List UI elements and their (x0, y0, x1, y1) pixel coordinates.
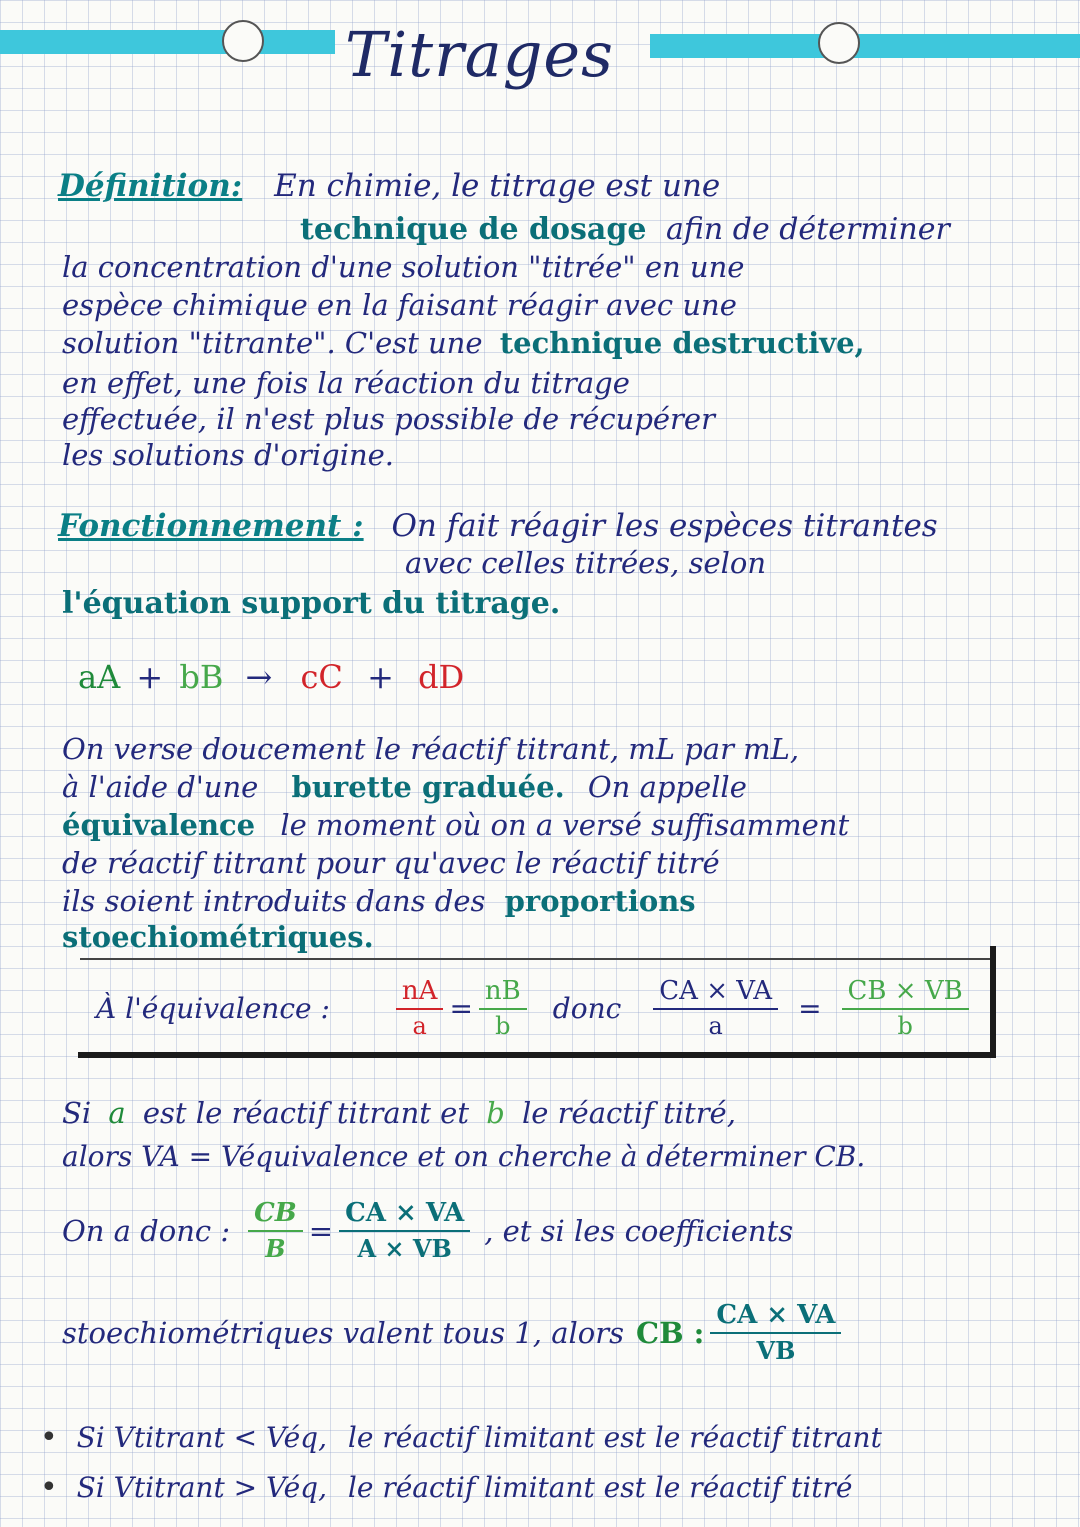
fraction-cb-formula-num: CA × VA (339, 1198, 470, 1232)
fraction-cb-vb-den: b (897, 1012, 913, 1040)
definition-line-6: en effet, une fois la réaction du titrage (62, 366, 630, 400)
fraction-ca-va-num: CA × VA (653, 976, 778, 1010)
si-text-1a: Si (62, 1096, 92, 1130)
equivalence-line-2 (62, 770, 747, 804)
box-border-right (990, 946, 996, 1058)
equation-term-a: aA (78, 658, 121, 696)
equivalence-line-3 (62, 808, 849, 842)
box-equals-2: = (798, 991, 822, 1025)
definition-line-1 (58, 168, 720, 204)
fonctionnement-text-1: On fait réagir les espèces titrantes (391, 508, 938, 544)
si-var-b: b (486, 1096, 505, 1130)
bullet-dot-icon: • (40, 1420, 58, 1455)
equation-term-d: dD (418, 658, 465, 696)
fraction-cb-formula (339, 1198, 470, 1263)
equation-plus-1: + (136, 658, 164, 696)
definition-heading: Définition: (58, 168, 243, 204)
equivalence-bold-proportions: proportions (504, 884, 696, 918)
equivalence-line-6 (62, 920, 374, 954)
equivalence-text-3: le moment où on a versé suffisamment (280, 808, 850, 842)
definition-line-7: effectuée, il n'est plus possible de récupérer (62, 402, 715, 436)
fraction-cb-vb-num: CB × VB (842, 976, 969, 1010)
bullet-1-condition: Si Vtitrant < Véq, (76, 1421, 327, 1454)
si-text-1c: le réactif titré, (522, 1096, 736, 1130)
box-border-top (80, 958, 995, 960)
equivalence-bold-stoechio: stoechiométriques. (62, 920, 374, 954)
equation-term-c: cC (300, 658, 343, 696)
definition-line-3: la concentration d'une solution "titrée" en une (62, 250, 745, 284)
equivalence-line-4: de réactif titrant pour qu'avec le réactif titré (62, 846, 720, 880)
si-text-4a: stoechiométriques valent tous 1, alors (62, 1315, 624, 1350)
title-highlight-right (650, 34, 1080, 58)
si-line-1 (62, 1096, 736, 1130)
si-text-3b: , et si les coefficients (484, 1213, 794, 1248)
equivalence-line-1: On verse doucement le réactif titrant, mL par mL, (62, 732, 800, 766)
fonctionnement-line-3 (62, 586, 560, 621)
fraction-cb-den: B (265, 1234, 286, 1263)
fraction-cb-simple (710, 1300, 841, 1365)
si-var-a: a (108, 1096, 126, 1130)
equivalence-bold-equivalence: équivalence (62, 808, 256, 842)
box-label: À l'équivalence : (96, 991, 330, 1025)
fonctionnement-line-1 (58, 508, 938, 544)
fraction-cb-num: CB (248, 1198, 303, 1232)
equivalence-text-2a: à l'aide d'une (62, 770, 259, 804)
si-line-4 (62, 1300, 847, 1365)
si-line-3 (62, 1198, 793, 1263)
binder-hole-right-icon (818, 22, 860, 64)
fraction-na-num: nA (396, 976, 444, 1010)
equivalence-line-5 (62, 884, 696, 918)
fraction-cb-simple-den: VB (756, 1336, 796, 1365)
si-text-3a: On a donc : (62, 1213, 231, 1248)
equivalence-formula-box (96, 976, 975, 1040)
box-equals-1: = (449, 991, 473, 1025)
bullet-1-text: le réactif limitant est le réactif titrant (347, 1421, 882, 1454)
fraction-nb-num: nB (479, 976, 527, 1010)
fraction-cb-formula-den: A × VB (357, 1234, 452, 1263)
definition-bold-destructive: technique destructive, (499, 326, 865, 360)
si-cb-label: CB : (635, 1315, 705, 1350)
si-line-2: alors VA = Véquivalence et on cherche à déterminer CB. (62, 1140, 866, 1173)
page-title: Titrages (345, 18, 614, 91)
chemical-equation (78, 658, 464, 696)
definition-text-2: afin de déterminer (665, 212, 950, 247)
bullet-2-text: le réactif limitant est le réactif titré (347, 1471, 853, 1504)
definition-bold-dosage: technique de dosage (300, 212, 647, 247)
box-border-bottom (78, 1052, 996, 1058)
equivalence-bold-burette: burette graduée. (291, 770, 565, 804)
bullet-item-1 (40, 1420, 882, 1455)
fraction-cb-over-b (248, 1198, 303, 1263)
binder-hole-left-icon (222, 20, 264, 62)
definition-text-1: En chimie, le titrage est une (274, 168, 721, 204)
fonctionnement-heading: Fonctionnement : (58, 508, 364, 544)
equation-arrow: → (245, 658, 273, 696)
equation-plus-2: + (367, 658, 394, 696)
si-equals: = (308, 1213, 334, 1248)
definition-line-4: espèce chimique en la faisant réagir avec une (62, 288, 737, 322)
definition-text-5: solution "titrante". C'est une (62, 326, 483, 360)
box-donc: donc (552, 991, 622, 1025)
fraction-na-den: a (412, 1012, 427, 1040)
definition-line-8: les solutions d'origine. (62, 438, 395, 472)
fraction-na-over-a (396, 976, 444, 1040)
fraction-nb-over-b (479, 976, 527, 1040)
fonctionnement-bold-equation: l'équation support du titrage. (62, 586, 561, 621)
fraction-nb-den: b (495, 1012, 511, 1040)
bullet-2-condition: Si Vtitrant > Véq, (76, 1471, 327, 1504)
fraction-cb-vb (842, 976, 969, 1040)
bullet-dot-icon: • (40, 1470, 58, 1505)
fraction-cb-simple-num: CA × VA (710, 1300, 841, 1334)
bullet-item-2 (40, 1470, 852, 1505)
definition-line-5 (62, 326, 865, 360)
fraction-ca-va (653, 976, 778, 1040)
equivalence-text-2b: On appelle (587, 770, 747, 804)
fraction-ca-va-den: a (708, 1012, 723, 1040)
si-text-1b: est le réactif titrant et (142, 1096, 469, 1130)
title-highlight-left (0, 30, 335, 54)
definition-line-2 (300, 212, 950, 247)
fonctionnement-line-2: avec celles titrées, selon (405, 546, 767, 580)
equivalence-text-5: ils soient introduits dans des (62, 884, 486, 918)
equation-term-b: bB (179, 658, 224, 696)
